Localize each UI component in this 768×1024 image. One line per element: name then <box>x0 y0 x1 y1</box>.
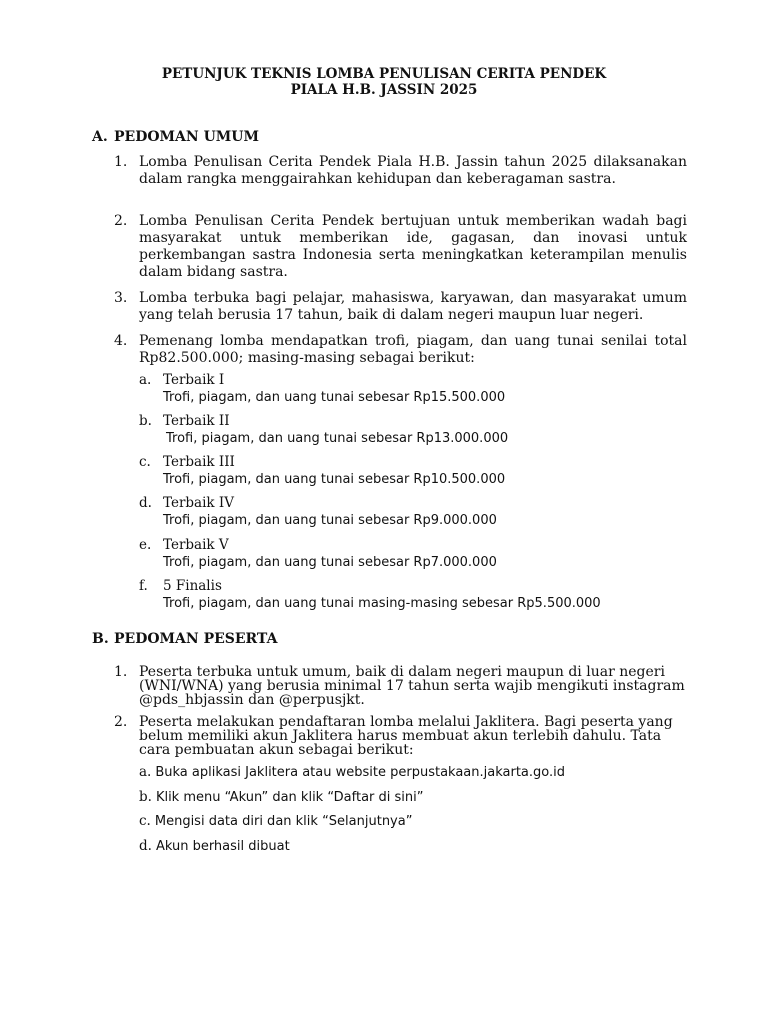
prize-label: 5 Finalis <box>163 578 222 594</box>
step-text: Mengisi data diri dan klik “Selanjutnya” <box>154 814 413 829</box>
item-text: Lomba terbuka bagi pelajar, mahasiswa, karyawan, dan masyarakat umum yang telah berusia 17 tahun, baik di dalam negeri maupun luar negeri. <box>139 290 687 323</box>
prize-letter: f. <box>139 578 148 594</box>
item-number: 1. <box>114 664 128 680</box>
prize-description: Trofi, piagam, dan uang tunai masing-masing sebesar Rp5.500.000 <box>163 596 601 611</box>
prize-item-f <box>139 578 679 612</box>
prize-label: Terbaik III <box>163 454 235 470</box>
prize-description: Trofi, piagam, dan uang tunai sebesar Rp15.500.000 <box>163 390 506 405</box>
section-a-item-1 <box>114 154 687 188</box>
prize-description: Trofi, piagam, dan uang tunai sebesar Rp10.500.000 <box>163 472 506 487</box>
section-b-number: B. <box>92 631 109 647</box>
step-letter: d. <box>139 838 152 854</box>
item-number: 2. <box>114 213 128 229</box>
step-letter: c. <box>139 813 151 829</box>
prize-letter: d. <box>139 495 152 511</box>
account-step-d <box>139 838 290 855</box>
section-b-heading <box>92 631 277 648</box>
step-letter: a. <box>139 764 152 780</box>
section-a-title: PEDOMAN UMUM <box>114 129 259 145</box>
step-text: Klik menu “Akun” dan klik “Daftar di sini” <box>155 790 424 805</box>
item-text: Peserta melakukan pendaftaran lomba melalui Jaklitera. Bagi peserta yang belum memiliki akun Jaklitera harus membuat akun terlebih dahulu. Tata cara pembuatan akun sebagai berikut: <box>139 714 673 758</box>
prize-letter: a. <box>139 372 152 388</box>
section-a-item-3 <box>114 290 687 324</box>
prize-label: Terbaik IV <box>163 495 234 511</box>
section-b-item-1 <box>114 665 687 707</box>
prize-item-a <box>139 372 679 406</box>
prize-description: Trofi, piagam, dan uang tunai sebesar Rp13.000.000 <box>166 431 509 446</box>
section-a-heading <box>92 129 259 146</box>
step-text: Buka aplikasi Jaklitera atau website perpustakaan.jakarta.go.id <box>155 765 565 780</box>
item-number: 2. <box>114 714 128 730</box>
prize-item-e <box>139 537 679 571</box>
item-text: Pemenang lomba mendapatkan trofi, piagam, dan uang tunai senilai total Rp82.500.000; masing-masing sebagai berikut: <box>139 333 687 366</box>
prize-item-c <box>139 454 679 488</box>
prize-item-b <box>139 413 679 447</box>
prize-description: Trofi, piagam, dan uang tunai sebesar Rp9.000.000 <box>163 513 497 528</box>
prize-item-d <box>139 495 679 529</box>
prize-label: Terbaik II <box>163 413 230 429</box>
account-step-a <box>139 764 565 781</box>
account-step-b <box>139 789 424 806</box>
document-title-line-1: PETUNJUK TEKNIS LOMBA PENULISAN CERITA PENDEK <box>161 66 607 82</box>
account-step-c <box>139 813 412 830</box>
prize-description: Trofi, piagam, dan uang tunai sebesar Rp7.000.000 <box>163 555 497 570</box>
section-a-number: A. <box>92 129 108 145</box>
item-text: Lomba Penulisan Cerita Pendek Piala H.B. Jassin tahun 2025 dilaksanakan dalam rangka menggairahkan kehidupan dan keberagaman sastra. <box>139 154 687 187</box>
section-a-item-4 <box>114 333 687 367</box>
document-title-line-2: PIALA H.B. JASSIN 2025 <box>290 82 478 98</box>
step-text: Akun berhasil dibuat <box>155 839 290 854</box>
item-text: Lomba Penulisan Cerita Pendek bertujuan untuk memberikan wadah bagi masyarakat untuk memberikan ide, gagasan, dan inovasi untuk perkembangan sastra Indonesia serta meningkatkan keterampilan menulis dalam bidang sastra. <box>139 213 687 280</box>
prize-letter: e. <box>139 537 152 553</box>
prize-letter: c. <box>139 454 151 470</box>
prize-letter: b. <box>139 413 152 429</box>
item-number: 4. <box>114 333 128 349</box>
step-letter: b. <box>139 789 152 805</box>
prize-label: Terbaik V <box>163 537 229 553</box>
section-a-item-2 <box>114 213 687 281</box>
item-number: 1. <box>114 154 128 170</box>
prize-label: Terbaik I <box>163 372 225 388</box>
item-text: Peserta terbuka untuk umum, baik di dalam negeri maupun di luar negeri (WNI/WNA) yang berusia minimal 17 tahun serta wajib mengikuti instagram @pds_hbjassin dan @perpusjkt. <box>139 664 685 708</box>
section-b-title: PEDOMAN PESERTA <box>114 631 278 647</box>
item-number: 3. <box>114 290 128 306</box>
section-b-item-2 <box>114 715 687 757</box>
